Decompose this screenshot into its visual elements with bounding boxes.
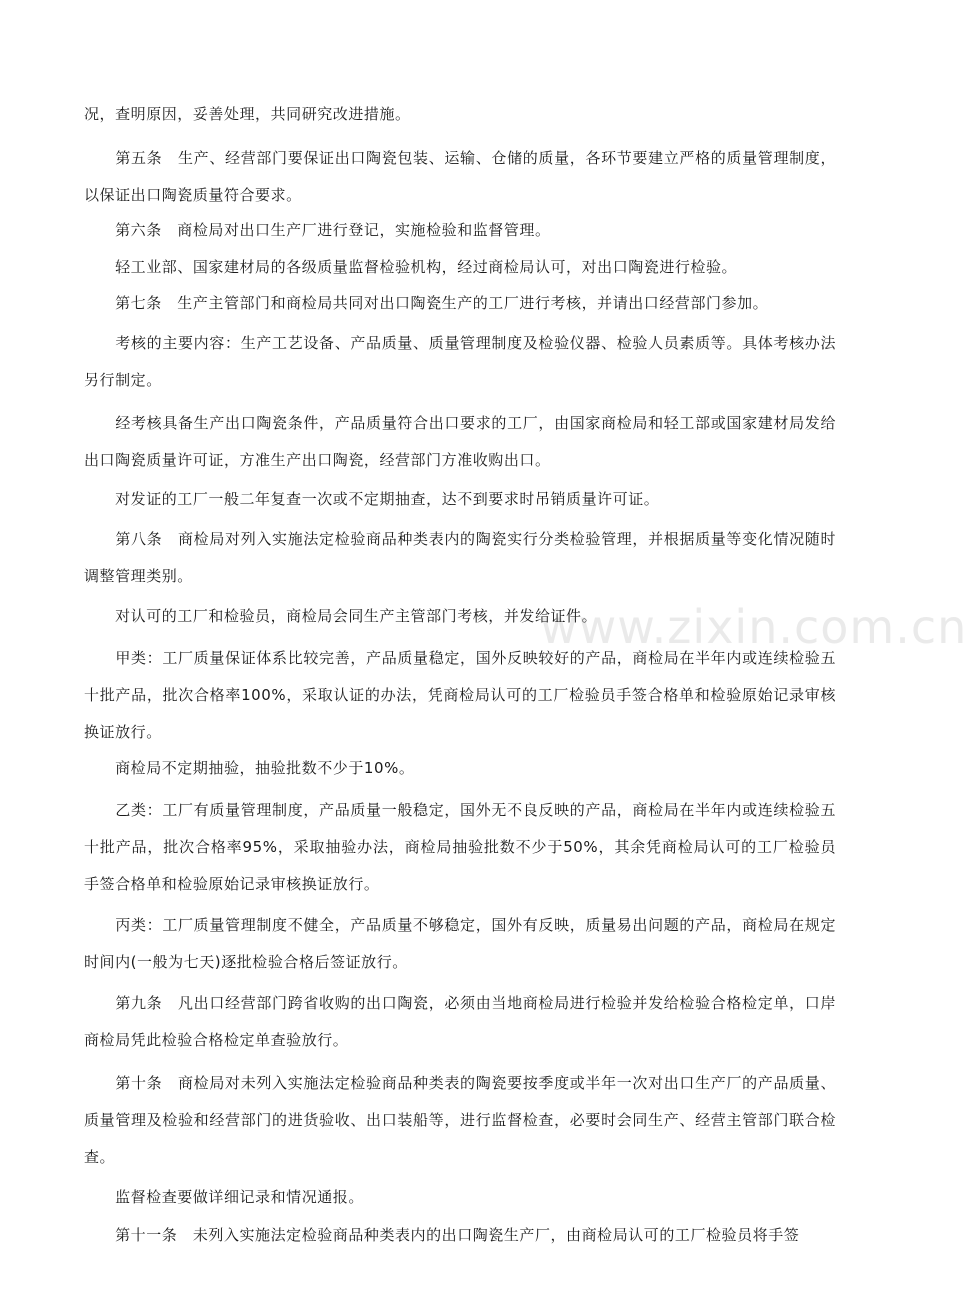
paragraph: 第十一条 未列入实施法定检验商品种类表内的出口陶瓷生产厂，由商检局认可的工厂检验员将手签 bbox=[84, 1226, 800, 1244]
paragraph: 第八条 商检局对列入实施法定检验商品种类表内的陶瓷实行分类检验管理，并根据质量等变化情况随时调整管理类别。 bbox=[84, 530, 836, 585]
paragraph: 丙类：工厂质量管理制度不健全，产品质量不够稳定，国外有反映，质量易出问题的产品，商检局在规定时间内(一般为七天)逐批检验合格后签证放行。 bbox=[84, 916, 836, 971]
paragraph: 商检局不定期抽验，抽验批数不少于10%。 bbox=[84, 759, 415, 777]
paragraph: 第五条 生产、经营部门要保证出口陶瓷包装、运输、仓储的质量，各环节要建立严格的质量管理制度，以保证出口陶瓷质量符合要求。 bbox=[84, 149, 836, 204]
paragraph: 第七条 生产主管部门和商检局共同对出口陶瓷生产的工厂进行考核，并请出口经营部门参加。 bbox=[84, 294, 769, 312]
paragraph: 监督检查要做详细记录和情况通报。 bbox=[84, 1188, 364, 1206]
paragraph: 第十条 商检局对未列入实施法定检验商品种类表的陶瓷要按季度或半年一次对出口生产厂的产品质量、质量管理及检验和经营部门的进货验收、出口装船等，进行监督检查，必要时会同生产、经营主管部门联合检查。 bbox=[84, 1074, 836, 1166]
paragraph: 况，查明原因，妥善处理，共同研究改进措施。 bbox=[84, 105, 411, 123]
paragraph: 对发证的工厂一般二年复查一次或不定期抽查，达不到要求时吊销质量许可证。 bbox=[84, 490, 660, 508]
paragraph: 对认可的工厂和检验员，商检局会同生产主管部门考核，并发给证件。 bbox=[84, 607, 598, 625]
paragraph: 乙类：工厂有质量管理制度，产品质量一般稳定，国外无不良反映的产品，商检局在半年内或连续检验五十批产品，批次合格率95%，采取抽验办法，商检局抽验批数不少于50%，其余凭商检局认可的工厂检验员手签合格单和检验原始记录审核换证放行。 bbox=[84, 801, 836, 893]
paragraph: 甲类：工厂质量保证体系比较完善，产品质量稳定，国外反映较好的产品，商检局在半年内或连续检验五十批产品，批次合格率100%，采取认证的办法，凭商检局认可的工厂检验员手签合格单和检验原始记录审核换证放行。 bbox=[84, 649, 836, 741]
paragraph: 轻工业部、国家建材局的各级质量监督检验机构，经过商检局认可，对出口陶瓷进行检验。 bbox=[84, 258, 738, 276]
paragraph: 考核的主要内容：生产工艺设备、产品质量、质量管理制度及检验仪器、检验人员素质等。具体考核办法另行制定。 bbox=[84, 334, 836, 389]
watermark: www.zixin.com.cn bbox=[540, 600, 967, 654]
paragraph: 经考核具备生产出口陶瓷条件，产品质量符合出口要求的工厂，由国家商检局和轻工部或国家建材局发给出口陶瓷质量许可证，方准生产出口陶瓷，经营部门方准收购出口。 bbox=[84, 414, 836, 469]
paragraph: 第六条 商检局对出口生产厂进行登记，实施检验和监督管理。 bbox=[84, 221, 551, 239]
paragraph: 第九条 凡出口经营部门跨省收购的出口陶瓷，必须由当地商检局进行检验并发给检验合格检定单，口岸商检局凭此检验合格检定单查验放行。 bbox=[84, 994, 836, 1049]
